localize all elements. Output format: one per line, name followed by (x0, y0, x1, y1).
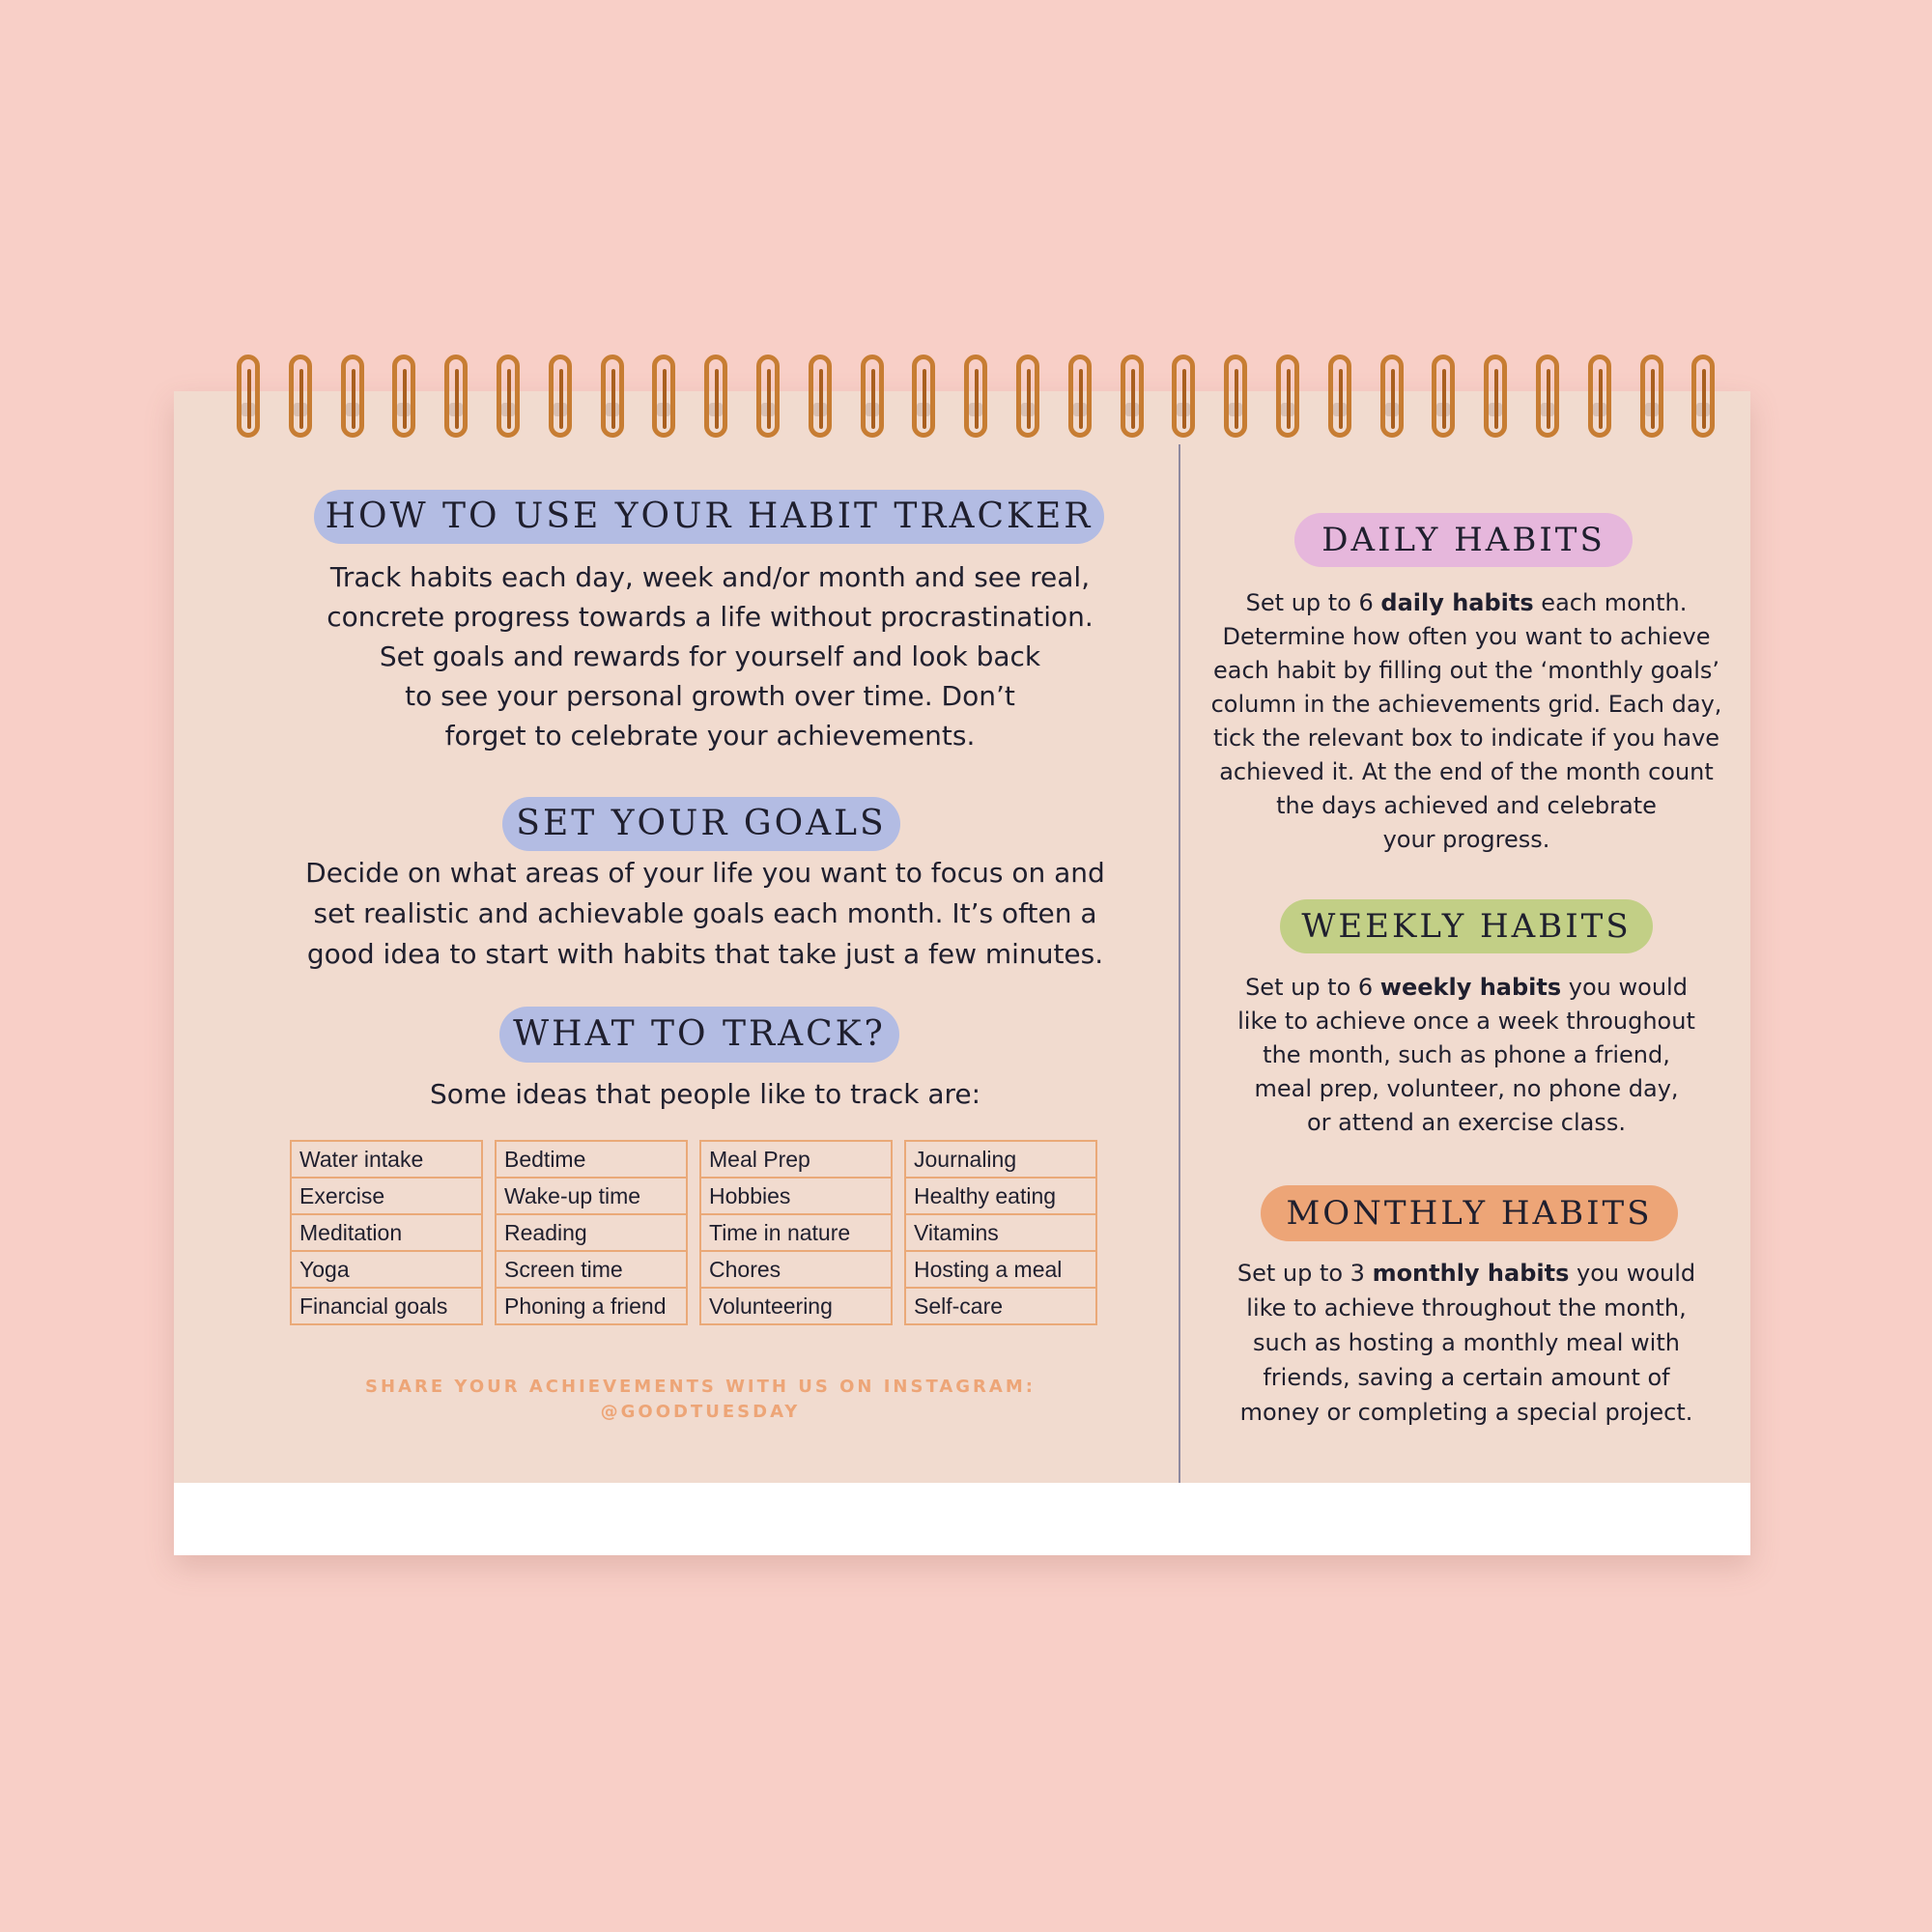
spiral-ring (861, 355, 884, 438)
how-to-line: to see your personal growth over time. Don’t (405, 680, 1015, 712)
idea-cell: Meal Prep (699, 1140, 893, 1179)
spiral-ring (1172, 355, 1195, 438)
idea-cell: Hosting a meal (904, 1252, 1097, 1289)
instagram-share-note (299, 1375, 1101, 1425)
spiral-ring (1016, 355, 1039, 438)
share-line: SHARE YOUR ACHIEVEMENTS WITH US ON INSTAGRAM: (365, 1377, 1036, 1397)
idea-cell: Exercise (290, 1179, 483, 1215)
set-goals-line: set realistic and achievable goals each month. It’s often a (313, 897, 1097, 929)
daily-line: each habit by filling out the ‘monthly goals’ (1212, 657, 1720, 684)
spiral-ring (1068, 355, 1092, 438)
spiral-ring (289, 355, 312, 438)
monthly-line: money or completing a special project. (1239, 1399, 1693, 1426)
idea-cell: Healthy eating (904, 1179, 1097, 1215)
page-divider (1179, 444, 1180, 1483)
idea-cell: Volunteering (699, 1289, 893, 1325)
daily-bold: daily habits (1380, 589, 1534, 616)
spiral-ring (1588, 355, 1611, 438)
weekly-line: meal prep, volunteer, no phone day, (1254, 1075, 1679, 1102)
what-to-track-heading: WHAT TO TRACK? (499, 1007, 899, 1063)
weekly-pre: Set up to 6 (1245, 974, 1380, 1001)
spiral-ring (601, 355, 624, 438)
weekly-bold: weekly habits (1379, 974, 1562, 1001)
spiral-ring (652, 355, 675, 438)
weekly-line: or attend an exercise class. (1307, 1109, 1626, 1136)
idea-cell: Financial goals (290, 1289, 483, 1325)
idea-cell: Chores (699, 1252, 893, 1289)
spiral-ring (1484, 355, 1507, 438)
notebook-page (174, 391, 1750, 1483)
set-goals-line: good idea to start with habits that take just a few minutes. (306, 938, 1104, 970)
how-to-heading: HOW TO USE YOUR HABIT TRACKER (314, 490, 1104, 544)
how-to-line: forget to celebrate your achievements. (444, 720, 976, 752)
spiral-ring (1224, 355, 1247, 438)
idea-cell: Time in nature (699, 1215, 893, 1252)
weekly-first-line (1206, 971, 1727, 1005)
spiral-ring (964, 355, 987, 438)
how-to-line: Set goals and rewards for yourself and look back (379, 640, 1041, 672)
spiral-ring (1536, 355, 1559, 438)
idea-cell: Journaling (904, 1140, 1097, 1179)
weekly-line: like to achieve once a week throughout (1237, 1008, 1695, 1035)
spiral-ring (1121, 355, 1144, 438)
weekly-habits-heading: WEEKLY HABITS (1280, 899, 1653, 953)
idea-cell: Yoga (290, 1252, 483, 1289)
monthly-bold: monthly habits (1372, 1260, 1570, 1287)
spiral-ring (1380, 355, 1404, 438)
spiral-ring (1432, 355, 1455, 438)
idea-cell: Phoning a friend (495, 1289, 688, 1325)
spiral-ring (756, 355, 780, 438)
spiral-ring (392, 355, 415, 438)
spiral-ring (809, 355, 832, 438)
spiral-ring (237, 355, 260, 438)
how-to-line: Track habits each day, week and/or month and see real, (329, 561, 1091, 593)
what-to-track-intro: Some ideas that people like to track are: (429, 1078, 981, 1110)
spiral-ring (341, 355, 364, 438)
monthly-habits-heading: MONTHLY HABITS (1261, 1185, 1678, 1241)
monthly-pre: Set up to 3 (1236, 1260, 1373, 1287)
daily-line: your progress. (1382, 826, 1550, 853)
spiral-ring (704, 355, 727, 438)
monthly-habits-text (1206, 1256, 1727, 1430)
idea-cell: Self-care (904, 1289, 1097, 1325)
monthly-line: such as hosting a monthly meal with (1253, 1329, 1680, 1356)
spiral-ring (444, 355, 468, 438)
daily-first-line (1206, 586, 1727, 620)
daily-line: achieved it. At the end of the month count (1219, 758, 1714, 785)
ideas-grid (290, 1140, 1097, 1325)
daily-line: the days achieved and celebrate (1276, 792, 1657, 819)
idea-cell: Vitamins (904, 1215, 1097, 1252)
set-goals-line: Decide on what areas of your life you want to focus on and (305, 857, 1105, 889)
how-to-line: concrete progress towards a life without procrastination. (327, 601, 1094, 633)
ideas-column (290, 1140, 483, 1325)
daily-line: column in the achievements grid. Each day, (1210, 691, 1722, 718)
spiral-ring (497, 355, 520, 438)
idea-cell: Reading (495, 1215, 688, 1252)
how-to-text (299, 557, 1121, 755)
weekly-line: the month, such as phone a friend, (1263, 1041, 1670, 1068)
daily-habits-heading: DAILY HABITS (1294, 513, 1633, 567)
weekly-habits-text (1206, 971, 1727, 1140)
ideas-column (904, 1140, 1097, 1325)
idea-cell: Bedtime (495, 1140, 688, 1179)
ideas-column (495, 1140, 688, 1325)
monthly-post: you would (1569, 1260, 1696, 1287)
spiral-ring (1276, 355, 1299, 438)
spiral-binding (237, 355, 1705, 451)
spiral-ring (1640, 355, 1663, 438)
monthly-first-line (1206, 1256, 1727, 1291)
idea-cell: Hobbies (699, 1179, 893, 1215)
idea-cell: Screen time (495, 1252, 688, 1289)
spiral-ring (1691, 355, 1715, 438)
ideas-column (699, 1140, 893, 1325)
daily-line: Determine how often you want to achieve (1222, 623, 1711, 650)
daily-post: each month. (1533, 589, 1688, 616)
spiral-ring (549, 355, 572, 438)
set-goals-text (290, 853, 1121, 975)
monthly-line: like to achieve throughout the month, (1246, 1294, 1687, 1321)
instagram-handle: @GOODTUESDAY (600, 1402, 801, 1422)
habit-tracker-notebook (174, 391, 1750, 1555)
monthly-line: friends, saving a certain amount of (1263, 1364, 1670, 1391)
idea-cell: Meditation (290, 1215, 483, 1252)
daily-habits-text (1206, 586, 1727, 857)
daily-pre: Set up to 6 (1245, 589, 1381, 616)
idea-cell: Wake-up time (495, 1179, 688, 1215)
spiral-ring (1328, 355, 1351, 438)
set-goals-heading: SET YOUR GOALS (502, 797, 900, 851)
daily-line: tick the relevant box to indicate if you have (1212, 724, 1720, 752)
spiral-ring (912, 355, 935, 438)
idea-cell: Water intake (290, 1140, 483, 1179)
weekly-post: you would (1561, 974, 1688, 1001)
